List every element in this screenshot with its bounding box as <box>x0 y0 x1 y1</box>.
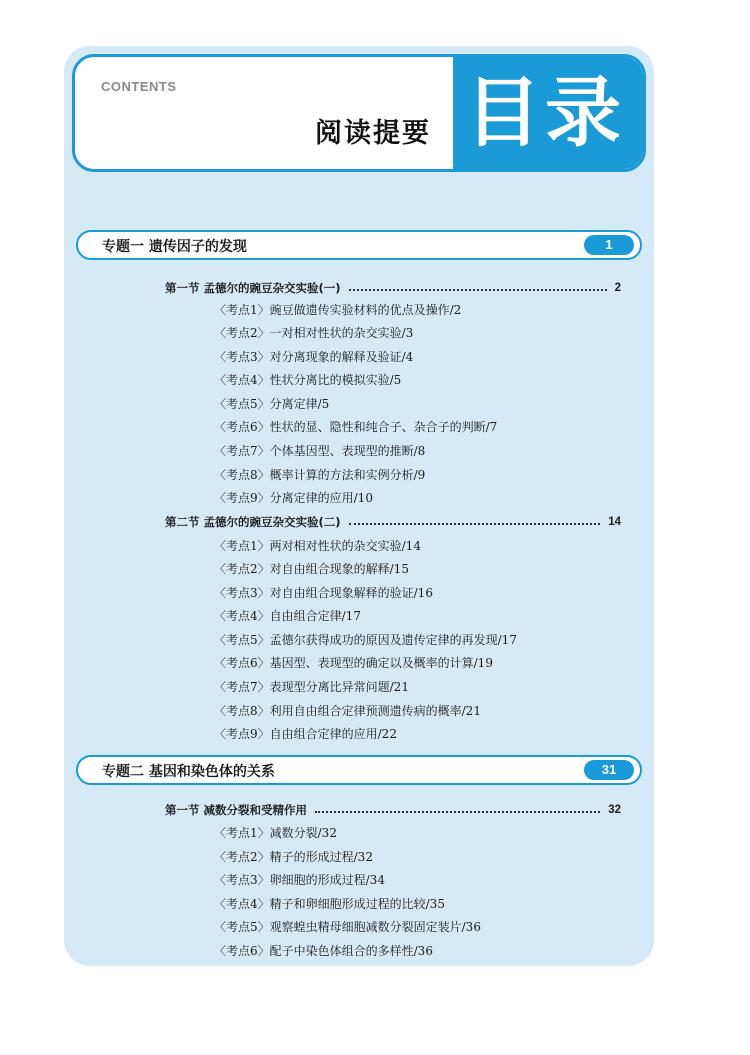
topic-2-bar[interactable] <box>76 755 642 785</box>
toc-item[interactable]: 〈考点5〉观察蝗虫精母细胞减数分裂固定装片/36 <box>214 920 481 934</box>
toc-item[interactable]: 〈考点8〉利用自由组合定律预测遗传病的概率/21 <box>214 704 481 718</box>
toc-item[interactable]: 〈考点6〉基因型、表现型的确定以及概率的计算/19 <box>214 656 493 670</box>
topic-label: 专题二 基因和染色体的关系 <box>102 764 275 780</box>
toc-item[interactable]: 〈考点4〉性状分离比的模拟实验/5 <box>214 373 402 387</box>
toc-item[interactable]: 〈考点6〉性状的显、隐性和纯合子、杂合子的判断/7 <box>214 420 498 434</box>
leader-dots <box>315 811 600 813</box>
topic-label: 专题一 遗传因子的发现 <box>102 239 247 255</box>
section-page: 2 <box>614 282 621 294</box>
section-page: 14 <box>608 516 621 528</box>
page-subtitle: 阅读提要 <box>315 118 431 149</box>
header-banner <box>72 54 646 172</box>
section-name: 第一节 减数分裂和受精作用 <box>165 803 308 817</box>
toc-item[interactable]: 〈考点3〉对自由组合现象解释的验证/16 <box>214 586 433 600</box>
section-name: 第二节 孟德尔的豌豆杂交实验(二) <box>165 515 341 529</box>
toc-item[interactable]: 〈考点6〉配子中染色体组合的多样性/36 <box>214 944 433 958</box>
section-entry[interactable] <box>165 801 621 819</box>
section-entry[interactable] <box>165 279 621 297</box>
toc-item[interactable]: 〈考点4〉自由组合定律/17 <box>214 609 361 623</box>
toc-item[interactable]: 〈考点1〉两对相对性状的杂交实验/14 <box>214 539 421 553</box>
toc-item[interactable]: 〈考点7〉表现型分离比异常问题/21 <box>214 680 409 694</box>
topic-page: 1 <box>584 235 634 255</box>
page-title: 目录 <box>465 68 625 157</box>
toc-item[interactable]: 〈考点2〉一对相对性状的杂交实验/3 <box>214 326 414 340</box>
toc-item[interactable]: 〈考点5〉孟德尔获得成功的原因及遗传定律的再发现/17 <box>214 633 517 647</box>
leader-dots <box>349 289 607 291</box>
toc-item[interactable]: 〈考点2〉精子的形成过程/32 <box>214 850 373 864</box>
toc-item[interactable]: 〈考点1〉减数分裂/32 <box>214 826 337 840</box>
toc-item[interactable]: 〈考点4〉精子和卵细胞形成过程的比较/35 <box>214 897 445 911</box>
section-page: 32 <box>608 804 621 816</box>
toc-item[interactable]: 〈考点2〉对自由组合现象的解释/15 <box>214 562 409 576</box>
toc-item[interactable]: 〈考点7〉个体基因型、表现型的推断/8 <box>214 444 426 458</box>
contents-label: CONTENTS <box>101 79 177 94</box>
topic-page: 31 <box>584 760 634 780</box>
toc-item[interactable]: 〈考点5〉分离定律/5 <box>214 397 330 411</box>
toc-item[interactable]: 〈考点1〉豌豆做遗传实验材料的优点及操作/2 <box>214 303 462 317</box>
toc-item[interactable]: 〈考点3〉对分离现象的解释及验证/4 <box>214 350 414 364</box>
section-name: 第一节 孟德尔的豌豆杂交实验(一) <box>165 281 341 295</box>
leader-dots <box>349 523 601 525</box>
toc-item[interactable]: 〈考点3〉卵细胞的形成过程/34 <box>214 873 385 887</box>
toc-item[interactable]: 〈考点9〉自由组合定律的应用/22 <box>214 727 397 741</box>
toc-item[interactable]: 〈考点9〉分离定律的应用/10 <box>214 491 373 505</box>
topic-1-bar[interactable] <box>76 230 642 260</box>
toc-item[interactable]: 〈考点8〉概率计算的方法和实例分析/9 <box>214 468 426 482</box>
section-entry[interactable] <box>165 513 621 531</box>
